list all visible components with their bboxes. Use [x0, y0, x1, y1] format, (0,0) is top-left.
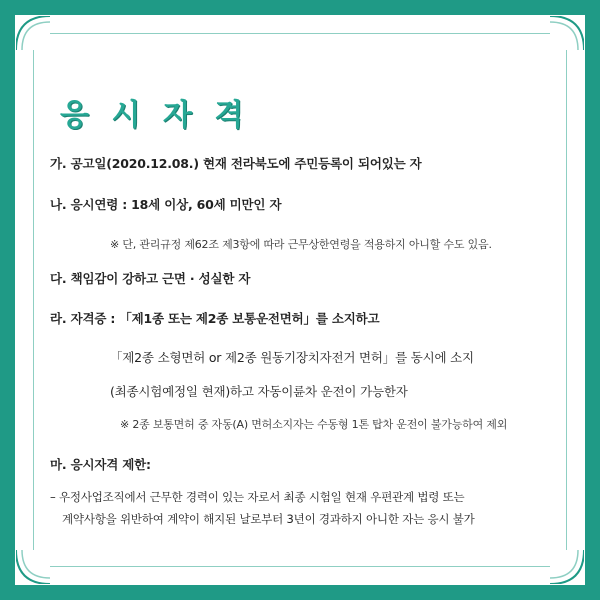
- page-title: 응 시 자 격: [60, 98, 250, 133]
- qualification-da: 다. 책임감이 강하고 근면 · 성실한 자: [50, 271, 251, 286]
- qualification-ga: 가. 공고일(2020.12.08.) 현재 전라북도에 주민등록이 되어있는 자: [50, 156, 422, 171]
- qualification-ra-line3: (최종시험예정일 현재)하고 자동이륜차 운전이 가능한자: [110, 384, 408, 399]
- qualification-ra-note: ※ 2종 보통면허 중 자동(A) 면허소지자는 수동형 1톤 탑차 운전이 불가능하여 제외: [120, 418, 508, 431]
- corner-ornament-icon: [16, 550, 50, 584]
- corner-ornament-icon: [16, 16, 50, 50]
- content-card: [15, 15, 585, 585]
- qualification-ma-line1: – 우정사업조직에서 근무한 경력이 있는 자로서 최종 시험일 현재 우편관계 법령 또는: [50, 490, 465, 504]
- qualification-na-note: ※ 단, 관리규정 제62조 제3항에 따라 근무상한연령을 적용하지 아니할 수도 있음.: [110, 238, 492, 251]
- qualification-ra: 라. 자격증 : 「제1종 또는 제2종 보통운전면허」를 소지하고: [50, 311, 380, 326]
- qualification-ra-line2: 「제2종 소형면허 or 제2종 원동기장치자전거 면허」를 동시에 소지: [110, 350, 474, 365]
- corner-ornament-icon: [550, 16, 584, 50]
- qualification-na: 나. 응시연령 : 18세 이상, 60세 미만인 자: [50, 197, 282, 212]
- corner-ornament-icon: [550, 550, 584, 584]
- qualification-ma: 마. 응시자격 제한:: [50, 457, 151, 472]
- qualification-ma-line2: 계약사항을 위반하여 계약이 해지된 날로부터 3년이 경과하지 아니한 자는 응시 불가: [62, 512, 475, 526]
